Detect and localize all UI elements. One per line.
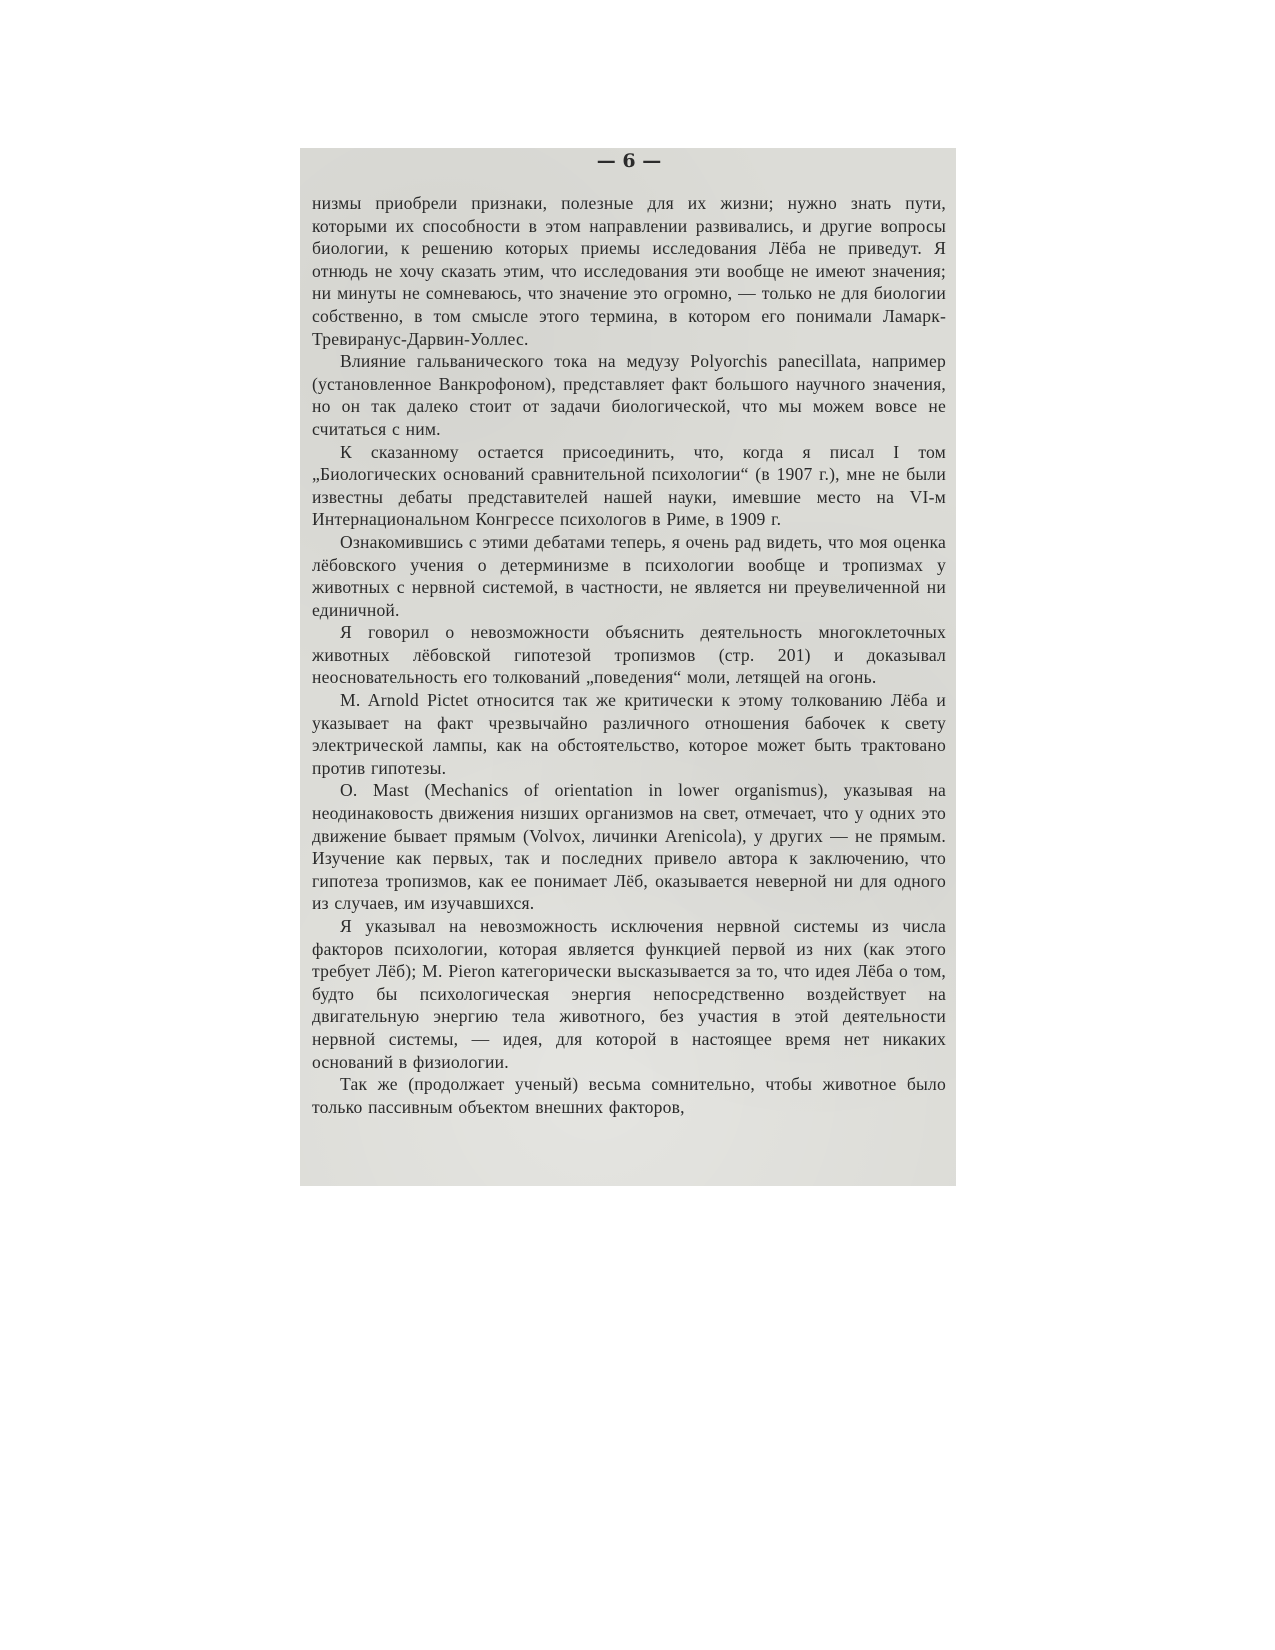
body-text — [312, 192, 946, 1118]
paragraph: низмы приобрели признаки, полезные для их жизни; нужно знать пути, которыми их способности в этом направлении развивались, и другие вопросы биологии, к решению которых приемы исследования Лёба не приведут. Я отнюдь не хочу сказать этим, что исследования эти вообще не имеют значения; ни минуты не сомневаюсь, что значение это огромно, — только не для биологии собственно, в том смысле этого термина, в котором его понимали Ламарк-Тревиранус-Дарвин-Уоллес. — [312, 193, 946, 349]
paragraph: Я говорил о невозможности объяснить деятельность многоклеточных животных лёбовской гипотезой тропизмов (стр. 201) и доказывал неосновательность его толкований „поведения“ моли, летящей на огонь. — [312, 622, 946, 688]
paragraph: Я указывал на невозможность исключения нервной системы из числа факторов психологии, которая является функцией первой из них (как этого требует Лёб); M. Pieron категорически высказывается за то, что идея Лёба о том, будто бы психологическая энергия непосредственно воздействует на двигательную энергию тела животного, без участия в этой деятельности нервной системы, — идея, для которой в настоящее время нет никаких оснований в физиологии. — [312, 916, 946, 1072]
paragraph: O. Mast (Mechanics of orientation in lower organismus), указывая на неодинаковость движения низших организмов на свет, отмечает, что у одних это движение бывает прямым (Volvox, личинки Arenicola), у других — не прямым. Изучение как первых, так и последних привело автора к заключению, что гипотеза тропизмов, как ее понимает Лёб, оказывается неверной ни для одного из случаев, им изучавшихся. — [312, 780, 946, 914]
paragraph: Так же (продолжает ученый) весьма сомнительно, чтобы животное было только пассивным объектом внешних факторов, — [312, 1074, 946, 1117]
paragraph: M. Arnold Pictet относится так же критически к этому толкованию Лёба и указывает на факт чрезвычайно различного отношения бабочек к свету электрической лампы, как на обстоятельство, которое может быть трактовано против гипотезы. — [312, 690, 946, 778]
paragraph: Влияние гальванического тока на медузу Polyorchis panecillata, например (установленное Ванкрофоном), представляет факт большого научного значения, но он так далеко стоит от задачи биологической, что мы можем вовсе не считаться с ним. — [312, 351, 946, 439]
page-number: — 6 — — [596, 150, 662, 172]
paragraph: Ознакомившись с этими дебатами теперь, я очень рад видеть, что моя оценка лёбовского учения о детерминизме в психологии вообще и тропизмах у животных с нервной системой, в частности, не является ни преувеличенной ни единичной. — [312, 531, 946, 620]
scanned-page — [300, 148, 956, 1186]
paragraph: К сказанному остается присоединить, что, когда я писал I том „Биологических оснований сравнительной психологии“ (в 1907 г.), мне не были известны дебаты представителей нашей науки, имевшие место на VI-м Интернациональном Конгрессе психологов в Риме, в 1909 г. — [312, 441, 946, 530]
